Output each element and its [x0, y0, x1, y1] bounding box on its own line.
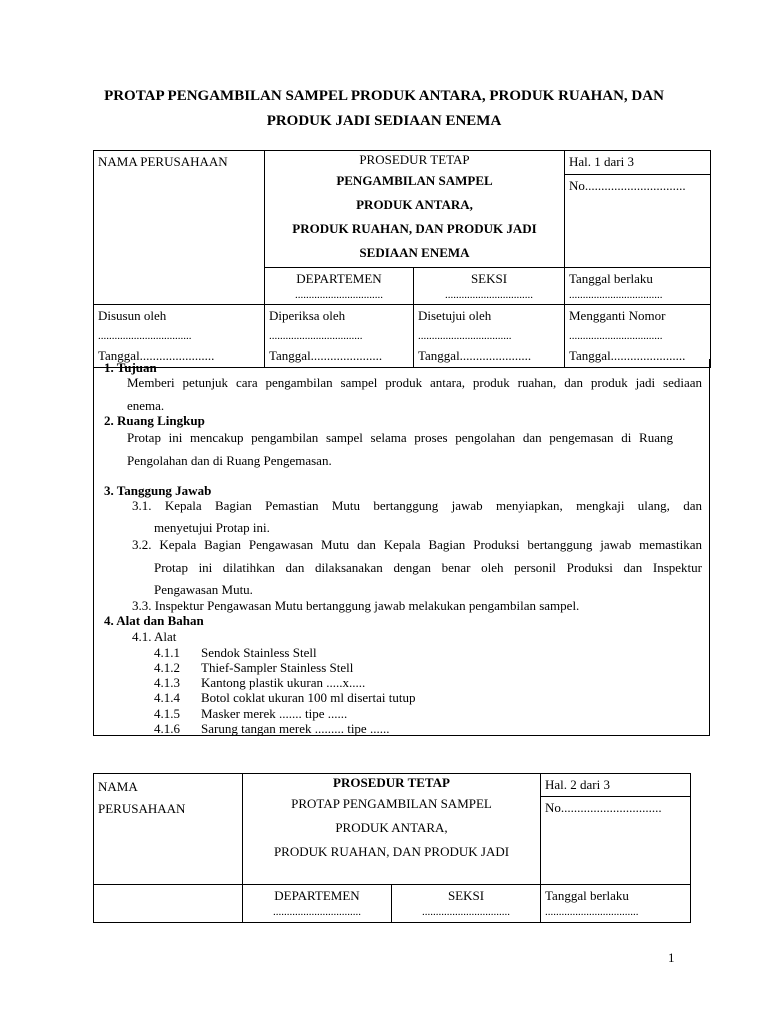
procedure-cell [265, 151, 565, 268]
paragraph-line: Protap ini mencakup pengambilan sampel selama proses pengolahan dan pengemasan di Ruang [127, 430, 673, 445]
page-indicator [541, 774, 691, 797]
page-indicator-text: Hal. 1 dari 3 [569, 154, 634, 169]
department-label: DEPARTEMEN [296, 271, 382, 286]
page-indicator-text: Hal. 2 dari 3 [545, 777, 610, 792]
section-heading-responsibility: 3. Tanggung Jawab [104, 483, 212, 498]
procedure-label: PROSEDUR TETAP [359, 152, 470, 167]
document-number: No............................... [569, 177, 686, 193]
section-dots: ................................ [422, 906, 510, 918]
tool-item-text: Botol coklat ukuran 100 ml disertai tutup [201, 690, 416, 705]
company-name-cell [94, 151, 265, 305]
company-name-line2: PERUSAHAAN [98, 801, 186, 816]
effective-date-cell [541, 885, 691, 923]
department-label: DEPARTEMEN [274, 888, 360, 903]
tool-item-text: Sendok Stainless Stell [201, 645, 317, 660]
tool-item-text: Kantong plastik ukuran .....x..... [201, 675, 366, 690]
effective-date-label: Tanggal berlaku [545, 888, 629, 903]
tool-item-number: 4.1.5 [154, 706, 180, 721]
effective-date-dots: .................................. [545, 906, 639, 918]
tool-item-number: 4.1.3 [154, 675, 180, 690]
section-label: SEKSI [470, 271, 508, 286]
signature-date: Tanggal...................... [418, 348, 532, 363]
paragraph-line: Protap ini dilatihkan dan dilaksanakan dengan benar oleh personil Produksi dan Inspektur [154, 560, 702, 575]
document-number: No............................... [545, 800, 662, 815]
procedure-title-1: PROTAP PENGAMBILAN SAMPEL [291, 796, 492, 811]
section-label: SEKSI [447, 888, 485, 903]
tool-item-number: 4.1.6 [154, 721, 180, 736]
signature-date: Tanggal....................... [569, 348, 686, 363]
section-cell [414, 268, 565, 305]
procedure-title-3: PRODUK RUAHAN, DAN PRODUK JADI [273, 844, 510, 859]
signature-label: Diperiksa oleh [269, 308, 346, 323]
tool-item-number: 4.1.1 [154, 645, 180, 660]
signature-dots: .................................. [269, 330, 363, 342]
company-name: NAMA PERUSAHAAN [98, 154, 228, 169]
header-table-page2 [93, 773, 691, 923]
effective-date-dots: .................................. [569, 289, 663, 301]
document-number-cell [565, 174, 711, 267]
section-cell [392, 885, 541, 923]
paragraph-line: Pengawasan Mutu. [154, 582, 253, 597]
section-heading-scope: 2. Ruang Lingkup [104, 413, 205, 428]
subsection-heading-tools: 4.1. Alat [132, 629, 177, 644]
signature-dots: .................................. [569, 330, 663, 342]
paragraph-line: enema. [127, 398, 165, 413]
company-name-line1: NAMA [98, 779, 138, 794]
tool-item-text: Sarung tangan merek ......... tipe ...... [201, 721, 390, 736]
signature-dots: .................................. [418, 330, 512, 342]
document-title-line2: PRODUK JADI SEDIAAN ENEMA [266, 113, 502, 129]
paragraph-line: 3.1. Kepala Bagian Pemastian Mutu bertanggung jawab menyiapkan, mengkaji ulang, dan [132, 498, 702, 513]
procedure-title-2: PRODUK ANTARA, [335, 820, 448, 835]
tool-item-number: 4.1.4 [154, 690, 180, 705]
paragraph-line: Memberi petunjuk cara pengambilan sampel produk antara, produk ruahan, dan produk jadi sediaan [127, 375, 702, 390]
signature-label: Disusun oleh [98, 308, 167, 323]
procedure-title-3: PRODUK RUAHAN, DAN PRODUK JADI [292, 221, 537, 236]
signature-dots: .................................. [98, 330, 192, 342]
header-table-page1 [93, 150, 711, 368]
effective-date-cell [565, 268, 711, 305]
department-cell [243, 885, 392, 923]
procedure-title-4: SEDIAAN ENEMA [359, 245, 470, 260]
procedure-label: PROSEDUR TETAP [333, 775, 450, 790]
paragraph-line: 3.2. Kepala Bagian Pengawasan Mutu dan Kepala Bagian Produksi bertanggung jawab memastikan [132, 537, 702, 552]
department-dots: ................................ [295, 289, 383, 301]
page-number: 1 [668, 950, 675, 965]
department-dots: ................................ [273, 906, 361, 918]
tool-item-text: Thief-Sampler Stainless Stell [201, 660, 354, 675]
paragraph-line: Pengolahan dan di Ruang Pengemasan. [127, 453, 332, 468]
page-indicator [565, 151, 711, 175]
signature-date: Tanggal...................... [269, 348, 383, 363]
tool-item-number: 4.1.2 [154, 660, 180, 675]
signature-label: Disetujui oleh [418, 308, 492, 323]
document-number-cell [541, 797, 691, 885]
company-name-cell [94, 774, 243, 885]
effective-date-label: Tanggal berlaku [569, 271, 653, 286]
paragraph-line: menyetujui Protap ini. [154, 520, 270, 535]
procedure-title-2: PRODUK ANTARA, [356, 197, 473, 212]
procedure-title-1: PENGAMBILAN SAMPEL [336, 173, 493, 188]
signature-date: Tanggal....................... [98, 348, 215, 363]
empty-cell [94, 885, 243, 923]
section-dots: ................................ [445, 289, 533, 301]
document-title-line1: PROTAP PENGAMBILAN SAMPEL PRODUK ANTARA, PRODUK RUAHAN, DAN [104, 88, 664, 104]
section-heading-purpose: 1. Tujuan [104, 360, 157, 375]
signature-label: Mengganti Nomor [569, 308, 666, 323]
tool-item-text: Masker merek ....... tipe ...... [201, 706, 348, 721]
section-heading-tools: 4. Alat dan Bahan [104, 613, 204, 628]
procedure-cell [243, 774, 541, 885]
department-cell [265, 268, 414, 305]
paragraph-line: 3.3. Inspektur Pengawasan Mutu bertanggung jawab melakukan pengambilan sampel. [132, 598, 580, 613]
